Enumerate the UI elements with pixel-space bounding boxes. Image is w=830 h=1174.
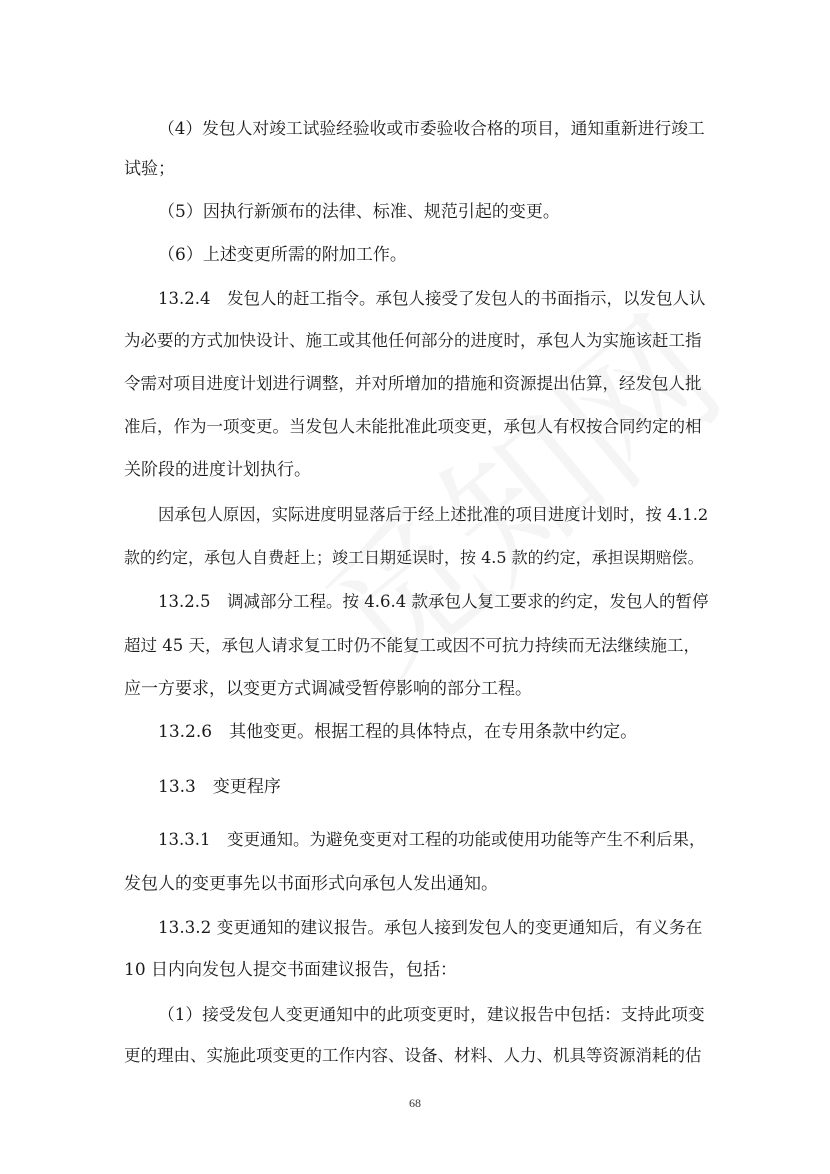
text-line: 款的约定，承包人自费赶上；竣工日期延误时，按 4.5 款的约定，承担误期赔偿。 (124, 548, 704, 567)
section-heading: 13.3 变更程序 (158, 777, 281, 797)
text-line: 10 日内向发包人提交书面建议报告，包括： (124, 960, 458, 980)
text-line: （5）因执行新颁布的法律、标准、规范引起的变更。 (158, 202, 560, 222)
text-line: 为必要的方式加快设计、施工或其他任何部分的进度时，承包人为实施该赶工指 (124, 331, 702, 350)
text-line: 试验； (124, 159, 175, 179)
text-line: （6）上述变更所需的附加工作。 (158, 245, 407, 265)
text-line: （1）接受发包人变更通知中的此项变更时，建议报告中包括：支持此项变 (158, 1004, 705, 1024)
text-line: 13.3.1 变更通知。为避免变更对工程的功能或使用功能等产生不利后果， (158, 830, 706, 849)
text-line: 关阶段的进度计划执行。 (124, 460, 311, 480)
text-line: 发包人的变更事先以书面形式向承包人发出通知。 (124, 874, 498, 894)
text-line: 应一方要求，以变更方式调减受暂停影响的部分工程。 (124, 679, 532, 699)
text-line: 因承包人原因，实际进度明显落后于经上述批准的项目进度计划时，按 4.1.2 (158, 505, 709, 524)
text-line: 13.2.5 调减部分工程。按 4.6.4 款承包人复工要求的约定，发包人的暂停 (158, 592, 709, 611)
text-line: 超过 45 天，承包人请求复工时仍不能复工或因不可抗力持续而无法继续施工， (124, 636, 700, 655)
text-line: 准后，作为一项变更。当发包人未能批准此项变更，承包人有权按合同约定的相 (124, 417, 702, 436)
page-number: 68 (409, 1096, 421, 1110)
text-line: （4）发包人对竣工试验经验收或市委验收合格的项目，通知重新进行竣工 (158, 118, 705, 138)
text-line: 13.2.6 其他变更。根据工程的具体特点，在专用条款中约定。 (158, 722, 638, 742)
text-line: 13.2.4 发包人的赶工指令。承包人接受了发包人的书面指示，以发包人认 (158, 289, 706, 308)
text-line: 令需对项目进度计划进行调整，并对所增加的措施和资源提出估算，经发包人批 (124, 374, 702, 393)
text-line: 13.3.2 变更通知的建议报告。承包人接到发包人的变更通知后，有义务在 (158, 917, 703, 937)
text-line: 更的理由、实施此项变更的工作内容、设备、材料、人力、机具等资源消耗的估 (124, 1046, 702, 1065)
